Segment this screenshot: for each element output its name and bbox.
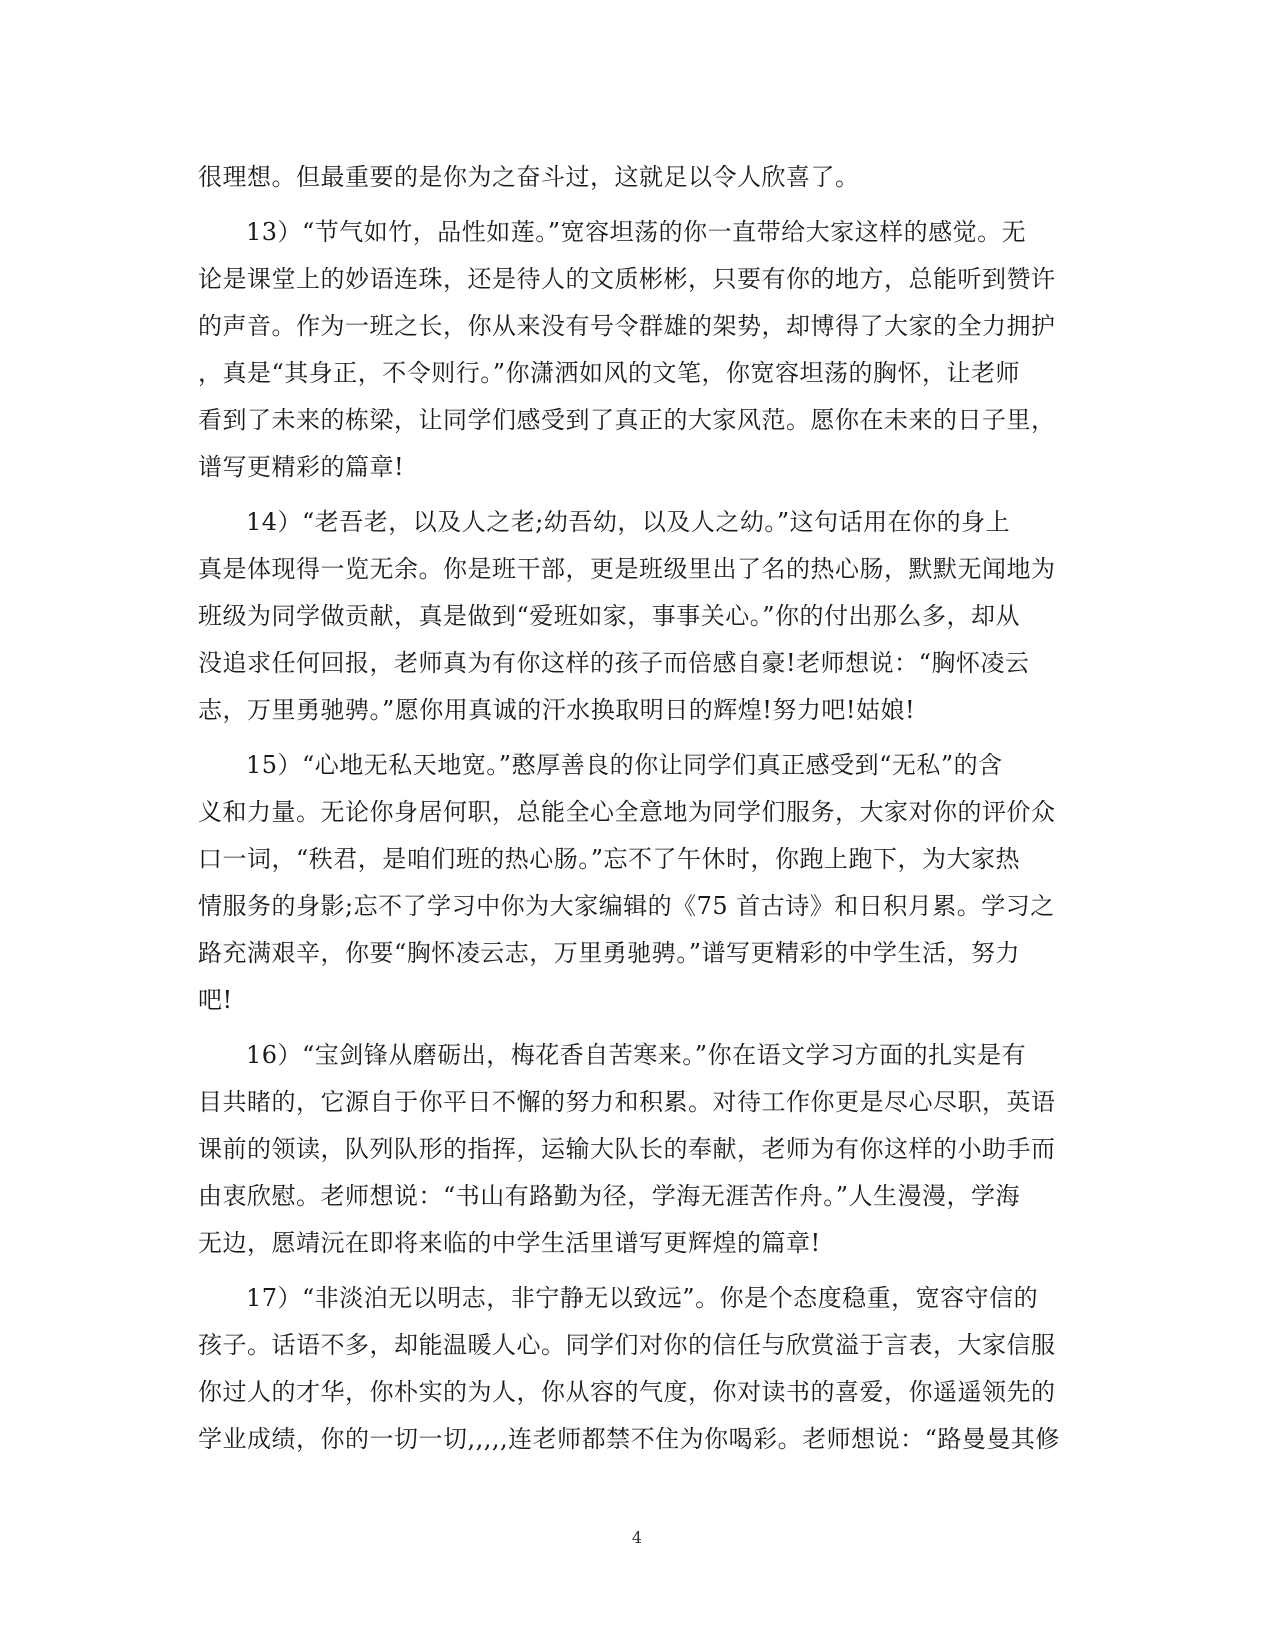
text-line: 17）“非淡泊无以明志，非宁静无以致远”。你是个态度稳重，宽容守信的	[246, 1284, 1039, 1312]
text-line: 口一词，“秩君，是咱们班的热心肠。”忘不了午休时，你跑上跑下，为大家热	[198, 845, 1021, 873]
text-line: 的声音。作为一班之长，你从来没有号令群雄的架势，却博得了大家的全力拥护	[198, 312, 1056, 340]
text-line: 15）“心地无私天地宽。”憨厚善良的你让同学们真正感受到“无私”的含	[246, 751, 1003, 779]
text-line: 14）“老吾老，以及人之老;幼吾幼，以及人之幼。”这句话用在你的身上	[246, 508, 1011, 536]
text-line: 真是体现得一览无余。你是班干部，更是班级里出了名的热心肠，默默无闻地为	[198, 555, 1056, 583]
paragraph-continuation	[198, 154, 1078, 201]
text-line: 16）“宝剑锋从磨砺出，梅花香自苦寒来。”你在语文学习方面的扎实是有	[246, 1041, 1027, 1069]
text-line: 班级为同学做贡献，真是做到“爱班如家，事事关心。”你的付出那么多，却从	[198, 602, 1021, 630]
text-line: ，真是“其身正，不令则行。”你潇洒如风的文笔，你宽容坦荡的胸怀，让老师	[198, 359, 1021, 387]
text-line: 论是课堂上的妙语连珠，还是待人的文质彬彬，只要有你的地方，总能听到赞许	[198, 265, 1056, 293]
text-line: 情服务的身影;忘不了学习中你为大家编辑的《75 首古诗》和日积月累。学习之	[198, 892, 1055, 920]
text-line: 无边，愿靖沅在即将来临的中学生活里谱写更辉煌的篇章!	[198, 1229, 821, 1257]
document-body	[198, 154, 1078, 1471]
paragraph-15	[198, 742, 1078, 1024]
paragraph-14	[198, 499, 1078, 734]
text-line: 你过人的才华，你朴实的为人，你从容的气度，你对读书的喜爱，你遥遥领先的	[198, 1378, 1056, 1406]
text-line: 13）“节气如竹，品性如莲。”宽容坦荡的你一直带给大家这样的感觉。无	[246, 218, 1027, 246]
text-line: 看到了未来的栋梁，让同学们感受到了真正的大家风范。愿你在未来的日子里，	[198, 406, 1056, 434]
text-line: 很理想。但最重要的是你为之奋斗过，这就足以令人欣喜了。	[198, 163, 860, 191]
text-line: 谱写更精彩的篇章!	[198, 453, 405, 481]
text-line: 吧!	[198, 986, 233, 1014]
text-line: 路充满艰辛，你要“胸怀凌云志，万里勇驰骋。”谱写更精彩的中学生活，努力	[198, 939, 1021, 967]
text-line: 志，万里勇驰骋。”愿你用真诚的汗水换取明日的辉煌!努力吧!姑娘!	[198, 696, 916, 724]
paragraph-17	[198, 1275, 1078, 1463]
text-line: 学业成绩，你的一切一切,,,,,连老师都禁不住为你喝彩。老师想说：“路曼曼其修	[198, 1425, 1060, 1453]
paragraph-13	[198, 209, 1078, 491]
text-line: 课前的领读，队列队形的指挥，运输大队长的奉献，老师为有你这样的小助手而	[198, 1135, 1056, 1163]
text-line: 由衷欣慰。老师想说：“书山有路勤为径，学海无涯苦作舟。”人生漫漫，学海	[198, 1182, 1021, 1210]
text-line: 义和力量。无论你身居何职，总能全心全意地为同学们服务，大家对你的评价众	[198, 798, 1056, 826]
page-number: 4	[631, 1528, 643, 1547]
text-line: 孩子。话语不多，却能温暖人心。同学们对你的信任与欣赏溢于言表，大家信服	[198, 1331, 1056, 1359]
text-line: 目共睹的，它源自于你平日不懈的努力和积累。对待工作你更是尽心尽职，英语	[198, 1088, 1056, 1116]
text-line: 没追求任何回报，老师真为有你这样的孩子而倍感自豪!老师想说：“胸怀凌云	[198, 649, 1030, 677]
paragraph-16	[198, 1032, 1078, 1267]
